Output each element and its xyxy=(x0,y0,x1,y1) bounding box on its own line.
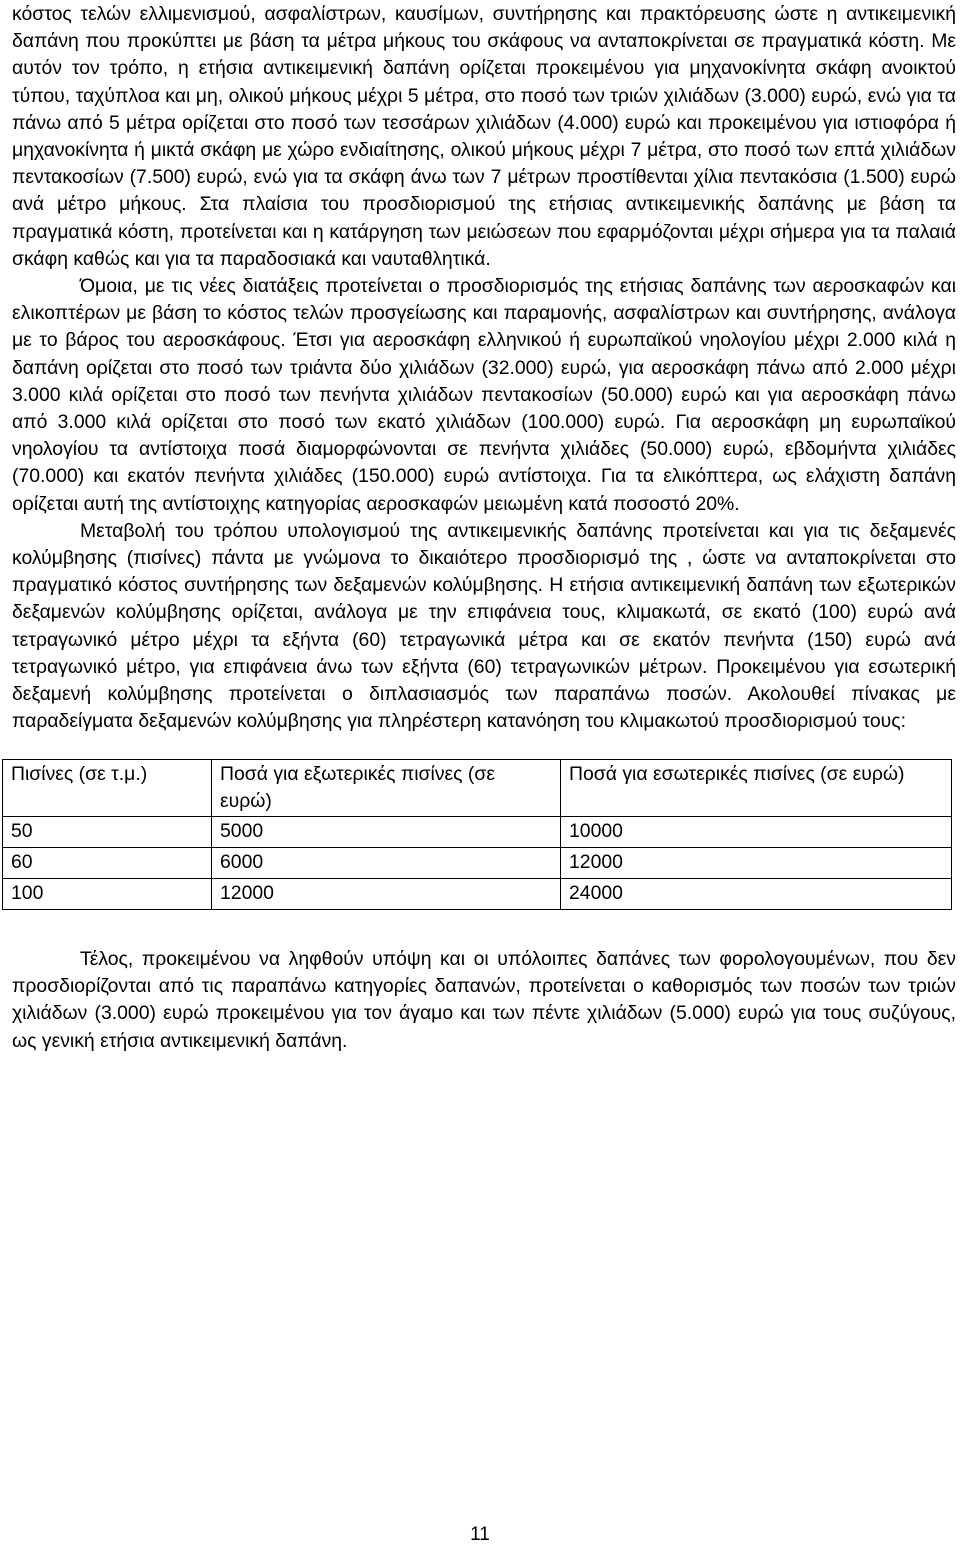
page-number: 11 xyxy=(470,1524,490,1545)
cell-size: 50 xyxy=(3,817,212,848)
cell-indoor: 12000 xyxy=(561,848,952,879)
header-pool-size: Πισίνες (σε τ.μ.) xyxy=(3,760,212,817)
header-outdoor-amount: Ποσά για εξωτερικές πισίνες (σε ευρώ) xyxy=(212,760,561,817)
table-row xyxy=(3,848,952,879)
cell-outdoor: 6000 xyxy=(212,848,561,879)
cell-size: 60 xyxy=(3,848,212,879)
paragraph-boats: κόστος τελών ελλιμενισμού, ασφαλίστρων, καυσίμων, συντήρησης και πρακτόρευσης ώστε η αντικειμενική δαπάνη που προκύπτει με βάση τα μέτρα μήκους του σκάφους να ανταποκρίνεται σε πραγματικά κόστη. Με αυτόν τον τρόπο, η ετήσια αντικειμενική δαπάνη ορίζεται προκειμένου για μηχανοκίνητα σκάφη ανοικτού τύπου, ταχύπλοα και μη, ολικού μήκους μέχρι 5 μέτρα, στο ποσό των τριών χιλιάδων (3.000) ευρώ, ενώ για τα πάνω από 5 μέτρα ορίζεται στο ποσό των τεσσάρων χιλιάδων (4.000) ευρώ και προκειμένου για ιστιοφόρα ή μηχανοκίνητα ή μικτά σκάφη με χώρο ενδιαίτησης, ολικού μήκους μέχρι 7 μέτρα, στο ποσό των επτά χιλιάδων πεντακοσίων (7.500) ευρώ, ενώ για τα σκάφη άνω των 7 μέτρων προστίθενται χίλια πεντακόσια (1.500) ευρώ ανά μέτρο μήκους. Στα πλαίσια του προσδιορισμού της ετήσιας αντικειμενικής δαπάνης με βάση τα πραγματικά κόστη, προτείνεται και η κατάργηση των μειώσεων που εφαρμόζονται μέχρι σήμερα για τα παλαιά σκάφη καθώς και για τα παραδοσιακά και ναυταθλητικά. xyxy=(12,3,956,270)
body-text-top xyxy=(12,1,956,735)
table-row xyxy=(3,879,952,910)
paragraph-aircraft: Όμοια, με τις νέες διατάξεις προτείνεται ο προσδιορισμός της ετήσιας δαπάνης των αεροσκαφών και ελικοπτέρων με βάση το κόστος τελών προσγείωσης και παραμονής, ασφαλίστρων και συντήρησης, ανάλογα με το βάρος του αεροσκάφους. Έτσι για αεροσκάφη ελληνικού ή ευρωπαϊκού νηολογίου μέχρι 2.000 κιλά η δαπάνη ορίζεται στο ποσό των τριάντα δύο χιλιάδων (32.000) ευρώ, για αεροσκάφη πάνω από 2.000 μέχρι 3.000 κιλά ορίζεται στο ποσό των πενήντα χιλιάδων πεντακοσίων (50.000) ευρώ και για αεροσκάφη πάνω από 3.000 κιλά ορίζεται στο ποσό των εκατό χιλιάδων (100.000) ευρώ. Για αεροσκάφη μη ευρωπαϊκού νηολογίου τα αντίστοιχα ποσά διαμορφώνονται σε πενήντα χιλιάδες (50.000) ευρώ, εβδομήντα χιλιάδες (70.000) και εκατόν πενήντα χιλιάδες (150.000) ευρώ αντίστοιχα. Για τα ελικόπτερα, ως ελάχιστη δαπάνη ορίζεται αυτή της αντίστοιχης κατηγορίας αεροσκαφών μειωμένη κατά ποσοστό 20%. xyxy=(12,275,956,515)
cell-outdoor: 12000 xyxy=(212,879,561,910)
cell-indoor: 10000 xyxy=(561,817,952,848)
paragraph-general-expense: Τέλος, προκειμένου να ληφθούν υπόψη και οι υπόλοιπες δαπάνες των φορολογουμένων, που δεν προσδιορίζονται από τις παραπάνω κατηγορίες δαπανών, προτείνεται ο καθορισμός των ποσών των τριών χιλιάδων (3.000) ευρώ προκειμένου για τον άγαμο και των πέντε χιλιάδων (5.000) ευρώ για τους συζύγους, ως γενική ετήσια αντικειμενική δαπάνη. xyxy=(12,948,956,1052)
paragraph-pools: Μεταβολή του τρόπου υπολογισμού της αντικειμενικής δαπάνης προτείνεται και για τις δεξαμενές κολύμβησης (πισίνες) πάντα με γνώμονα το δικαιότερο προσδιορισμό της , ώστε να ανταποκρίνεται στο πραγματικό κόστος συντήρησης των δεξαμενών κολύμβησης. Η ετήσια αντικειμενική δαπάνη των εξωτερικών δεξαμενών κολύμβησης ορίζεται, ανάλογα με την επιφάνεια τους, κλιμακωτά, σε εκατό (100) ευρώ ανά τετραγωνικό μέτρο μέχρι τα εξήντα (60) τετραγωνικά μέτρα και σε εκατόν πενήντα (150) ευρώ ανά τετραγωνικό μέτρο, για επιφάνεια άνω των εξήντα (60) τετραγωνικών μέτρων. Προκειμένου για εσωτερική δεξαμενή κολύμβησης προτείνεται ο διπλασιασμός των παραπάνω ποσών. Ακολουθεί πίνακας με παραδείγματα δεξαμενών κολύμβησης για πληρέστερη κατανόηση του κλιμακωτού προσδιορισμού τους: xyxy=(12,519,956,733)
table-header-row xyxy=(3,760,952,817)
header-indoor-amount: Ποσά για εσωτερικές πισίνες (σε ευρώ) xyxy=(561,760,952,817)
pools-table xyxy=(2,759,952,910)
cell-outdoor: 5000 xyxy=(212,817,561,848)
cell-indoor: 24000 xyxy=(561,879,952,910)
cell-size: 100 xyxy=(3,879,212,910)
body-text-bottom xyxy=(12,946,956,1055)
table-row xyxy=(3,817,952,848)
